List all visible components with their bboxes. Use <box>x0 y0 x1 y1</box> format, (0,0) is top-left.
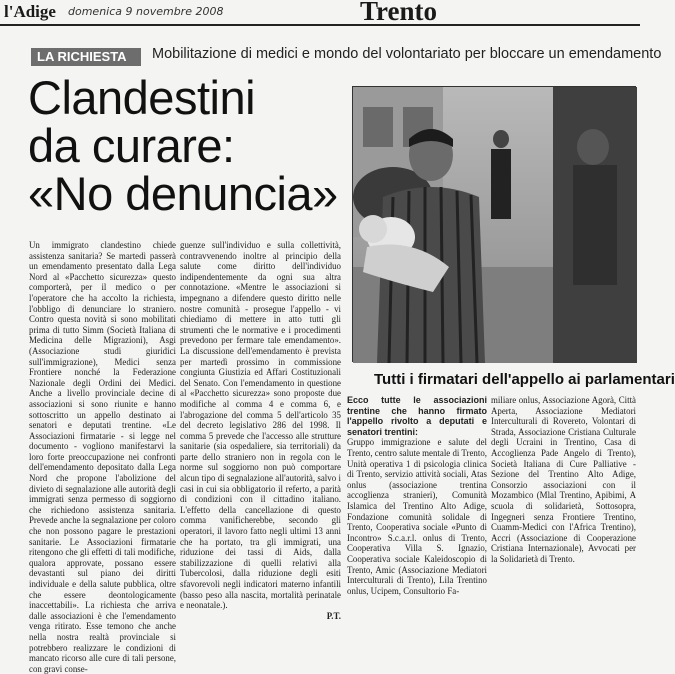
headline-line-1: Clandestini <box>28 71 256 124</box>
article-body-column-1 <box>29 240 176 674</box>
handwritten-date: domenica 9 novembre 2008 <box>68 5 224 18</box>
newspaper-name: l'Adige <box>4 2 56 21</box>
sidebar-column-2 <box>491 395 636 565</box>
sidebar-intro: Ecco tutte le associazioni trentine che hanno firmato l'appello rivolto a deputati e senatori trentini: <box>347 395 487 437</box>
headline-line-3: «No denuncia» <box>28 167 338 220</box>
signatories-list: Gruppo immigrazione e salute del Trento, centro salute mentale di Trento, Unità operativa 1 di psicologia clinica di Trento, servizio attività sociali, Atas onlus (associazione trentina accoglienza stranieri), Comunità Islamica del Trentino Alto Adige, Fondazione comunità solidale di Trento, Cooperativa sociale «Punto di Incontro» S.c.a.r.l. onlus di Trento, Cooperativa Villa S. Ignazio, Cooperativa sociale Kaleidoscopio di Trento, Amic (Associazione Mediatori Interculturali di Trento), Lila Trentino onlus, Ucipem, Consultorio Fa- <box>347 437 487 596</box>
section-name: Trento <box>360 0 437 26</box>
article-headline <box>28 71 348 220</box>
author-signature: P.T. <box>326 610 341 621</box>
sidebar-title: Tutti i firmatari dell'appello ai parlamentari <box>374 371 675 388</box>
body-text: Un immigrato clandestino chiede assistenza sanitaria? Se martedì passerà un emendamento presentato dalla Lega Nord al «Pacchetto sicurezza» questo comporterà, per il medico o per l'operatore che ha accolto la richiesta, l'obbligo di denunciare lo straniero. Contro questa novità si sono mobilitati prima di tutto Simm (Società Italiana di Medicina delle Migrazioni), Asgi (Associazione studi giuridici sull'immigrazione), Medici senza Frontiere nonché la Federazione Nazionale degli Ordini dei Medici. Anche a livello provinciale decine di associazioni si sono riunite e hanno sottoscritto un appello destinato ai senatori e deputati trentine. «Le Associazioni firmatarie - si legge nel documento - vogliono manifestarvi la loro forte preoccupazione nei confronti dell'emendamento depositato dalla Lega Nord che propone l'abolizione del divieto di segnalazione alle autorità degli immigrati senza permesso di soggiorno che richiedono assistenza sanitaria. Prevede anche la segnalazione per coloro che non possono pagare le prestazioni sanitarie. Le Associazioni firmatarie ritengono che gli effetti di tali modifiche, qualora approvate, possano essere devastanti sul piano dei diritti individuale e della salute pubblica, oltre che essere deontologicamente inaccettabili». La richiesta che arriva dalle associazioni è che l'emendamento venga ritirato. Esse temono che anche nella nostra realtà provinciale si potrebbero realizzare le condizioni di mancato ricorso alle cure di tali persone, con gravi conse- <box>29 240 176 674</box>
kicker-label: LA RICHIESTA <box>31 48 141 66</box>
sidebar-column-1 <box>347 395 487 596</box>
article-body-column-2 <box>180 240 341 621</box>
signatories-list: miliare onlus, Associazione Agorà, Città Aperta, Associazione Mediatori Interculturali di Rovereto, Volontari di Strada, Associazione Cristiana Culturale degli Ucraini in Trentino, Casa di Accoglienza Pade Angelo di Trento), Società Italiana di Cure Palliative - Sezione del Trentino Alto Adige, Consorzio associazioni con il Mozambico (Mlal Trentino, Apibimi, A scuola di solidarietà, Sottosopra, Ingegneri senza Frontiere Trentino, Cuamm-Medici con l'Africa Trentino), Accri (Associazione di Cooperazione Cristiana Internazionale), Avvocati per la Solidarietà di Trento. <box>491 395 636 564</box>
article-photo <box>352 86 636 362</box>
article-subhead: Mobilitazione di medici e mondo del volontariato per bloccare un emendamento <box>152 46 662 62</box>
body-text: guenze sull'individuo e sulla collettività, contravvenendo inoltre al principio della salute come diritto dell'individuo indipendentemente da ogni sua altra connotazione. «Mentre le associazioni si impegnano a difendere questo diritto nelle nostre comunità - prosegue l'appello - vi chiediamo di mettere in atto tutti gli strumenti che le normative e i procedimenti prevedono per fermare tale emendamento». La discussione dell'emendamento è prevista per martedì prossimo in commissione congiunta Giustizia ed Affari Costituzionali del Senato. Con l'emendamento in questione al «Pacchetto sicurezza» sono proposte due modifiche al comma 4 e comma 6, e l'abrogazione del comma 5 dell'articolo 35 del decreto legislativo 286 del 1998. Il comma 5 prevede che l'accesso alle strutture sanitarie (sia ospedaliere, sia territoriali) da parte dello straniero non in regola con le norme sul soggiorno non può comportare alcun tipo di segnalazione all'autorità, salvo i casi in cui sia obbligatorio il referto, a parità di condizioni con il cittadino italiano. L'effetto della cancellazione di questo comma vanificherebbe, secondo gli operatori, il lavoro fatto negli ultimi 13 anni che ha portato, tra gli immigrati, una riduzione dei tassi di Aids, dalla stabilizzazione di quelli relativi alla Tubercolosi, dalla riduzione degli esiti sfavorevoli negli indicatori materno infantili (basso peso alla nascita, mortalità perinatale e neonatale.). <box>180 240 341 611</box>
headline-line-2: da curare: <box>28 119 235 172</box>
masthead <box>0 0 640 26</box>
